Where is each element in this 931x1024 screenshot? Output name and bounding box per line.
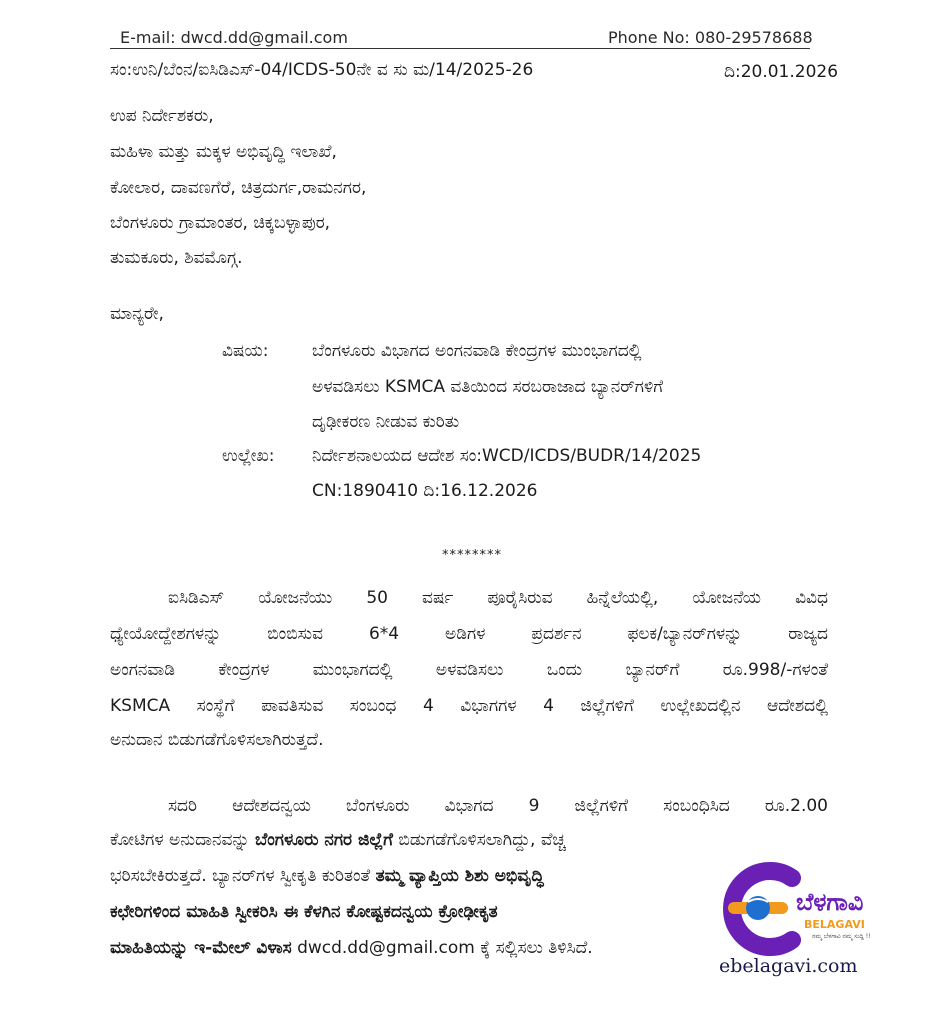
subject-line: ಅಳವಡಿಸಲು KSMCA ವತಿಯಿಂದ ಸರಬರಾಜಾದ ಬ್ಯಾನರ್‌ಗಳಿಗೆ — [312, 377, 664, 397]
paragraph-line: ಧ್ಯೇಯೋದ್ದೇಶಗಳನ್ನು ಬಿಂಬಿಸುವ 6*4 ಅಡಿಗಳ ಪ್ರದರ್ಶನ ಫಲಕ/ಬ್ಯಾನರ್‌ಗಳನ್ನು ರಾಜ್ಯದ — [110, 624, 828, 644]
subject-line: ಬೆಂಗಳೂರು ವಿಭಾಗದ ಅಂಗನವಾಡಿ ಕೇಂದ್ರಗಳ ಮುಂಭಾಗದಲ್ಲಿ — [312, 341, 642, 361]
email-header: E-mail: dwcd.dd@gmail.com — [120, 28, 348, 47]
text-segment: ಭರಿಸಬೇಕಿರುತ್ತದೆ. ಬ್ಯಾನರ್‌ಗಳ ಸ್ವೀಕೃತಿ ಕುರಿತಂತೆ — [110, 866, 371, 886]
recipient-line: ಮಹಿಳಾ ಮತ್ತು ಮಕ್ಕಳ ಅಭಿವೃದ್ಧಿ ಇಲಾಖೆ, — [110, 142, 337, 162]
phone-header: Phone No: 080-29578688 — [608, 28, 813, 47]
text-segment: ಮಾಹಿತಿಯನ್ನು ಇ-ಮೇಲ್ ವಿಳಾಸ — [110, 938, 292, 958]
letter-date: ದಿ:20.01.2026 — [724, 62, 839, 82]
recipient-line: ಕೋಲಾರ, ದಾವಣಗೆರೆ, ಚಿತ್ರದುರ್ಗ,ರಾಮನಗರ, — [110, 178, 367, 198]
paragraph-line — [110, 828, 566, 852]
reference-line: CN:1890410 ದಿ:16.12.2026 — [312, 481, 538, 501]
recipient-line: ಉಪ ನಿರ್ದೇಶಕರು, — [110, 106, 214, 126]
paragraph-line: ಐಸಿಡಿಎಸ್ ಯೋಜನೆಯು 50 ವರ್ಷ ಪೂರೈಸಿರುವ ಹಿನ್ನೆಲೆಯಲ್ಲಿ, ಯೋಜನೆಯ ವಿವಿಧ — [168, 588, 828, 608]
email-address: dwcd.dd@gmail.com — [297, 938, 475, 958]
ebelagavi-logo — [712, 858, 892, 968]
paragraph-line: ಸದರಿ ಆದೇಶದನ್ವಯ ಬೆಂಗಳೂರು ವಿಭಾಗದ 9 ಜಿಲ್ಲೆಗಳಿಗೆ ಸಂಬಂಧಿಸಿದ ರೂ.2.00 — [168, 796, 828, 816]
subject-label: ವಿಷಯ: — [222, 341, 269, 361]
subject-line: ದೃಢೀಕರಣ ನೀಡುವ ಕುರಿತು — [312, 412, 460, 432]
paragraph-line — [110, 864, 544, 888]
cdpo-emphasis: ತಮ್ಮ ವ್ಯಾಪ್ತಿಯ ಶಿಶು ಅಭಿವೃದ್ಧಿ — [375, 866, 544, 886]
logo-subtitle: BELAGAVI — [804, 918, 865, 931]
reference-label: ಉಲ್ಲೇಖ: — [222, 446, 275, 466]
paragraph-line: ಅನುದಾನ ಬಿಡುಗಡೆಗೊಳಿಸಲಾಗಿರುತ್ತದೆ. — [110, 730, 324, 750]
text-segment: ಬಿಡುಗಡೆಗೊಳಿಸಲಾಗಿದ್ದು, ವೆಚ್ಚ — [398, 830, 566, 850]
paragraph-line: KSMCA ಸಂಸ್ಥೆಗೆ ಪಾವತಿಸುವ ಸಂಬಂಧ 4 ವಿಭಾಗಗಳ 4 ಜಿಲ್ಲೆಗಳಿಗೆ ಉಲ್ಲೇಖದಲ್ಲಿನ ಆದೇಶದಲ್ಲಿ — [110, 696, 828, 716]
logo-tagline: ನಮ್ಮ ಬೆಳಗಾವಿ ನಮ್ಮ ಸುದ್ದಿ !! — [812, 933, 871, 940]
watermark-site: ebelagavi.com — [719, 955, 858, 977]
reference-line: ನಿರ್ದೇಶನಾಲಯದ ಆದೇಶ ಸಂ:WCD/ICDS/BUDR/14/2025 — [312, 446, 702, 466]
paragraph-line: ಕಛೇರಿಗಳಿಂದ ಮಾಹಿತಿ ಸ್ವೀಕರಿಸಿ ಈ ಕೆಳಗಿನ ಕೋಷ್ಟಕದನ್ವಯ ಕ್ರೋಢೀಕೃತ — [110, 902, 498, 922]
recipient-line: ಬೆಂಗಳೂರು ಗ್ರಾಮಾಂತರ, ಚಿಕ್ಕಬಳ್ಳಾಪುರ, — [110, 213, 331, 233]
recipient-line: ತುಮಕೂರು, ಶಿವಮೊಗ್ಗ. — [110, 248, 243, 268]
text-segment: ಕೋಟಿಗಳ ಅನುದಾನವನ್ನು — [110, 830, 250, 850]
reference-number: ಸಂ:ಉನಿ/ಬೆಂನ/ಐಸಿಡಿಎಸ್-04/ICDS-50ನೇ ವ ಸು ಮ/14/2025-26 — [110, 60, 534, 80]
text-segment: ಕ್ಕೆ ಸಲ್ಲಿಸಲು ತಿಳಿಸಿದೆ. — [480, 938, 593, 958]
district-emphasis: ಬೆಂಗಳೂರು ನಗರ ಜಿಲ್ಲೆಗೆ — [254, 830, 393, 850]
header-divider — [110, 48, 810, 49]
separator: ******** — [442, 548, 502, 563]
salutation: ಮಾನ್ಯರೇ, — [110, 304, 164, 324]
paragraph-line: ಅಂಗನವಾಡಿ ಕೇಂದ್ರಗಳ ಮುಂಭಾಗದಲ್ಲಿ ಅಳವಡಿಸಲು ಒಂದು ಬ್ಯಾನರ್‌ಗೆ ರೂ.998/-ಗಳಂತೆ — [110, 660, 828, 680]
paragraph-line — [110, 936, 593, 960]
logo-title: ಬೆಳಗಾವಿ — [796, 888, 864, 916]
